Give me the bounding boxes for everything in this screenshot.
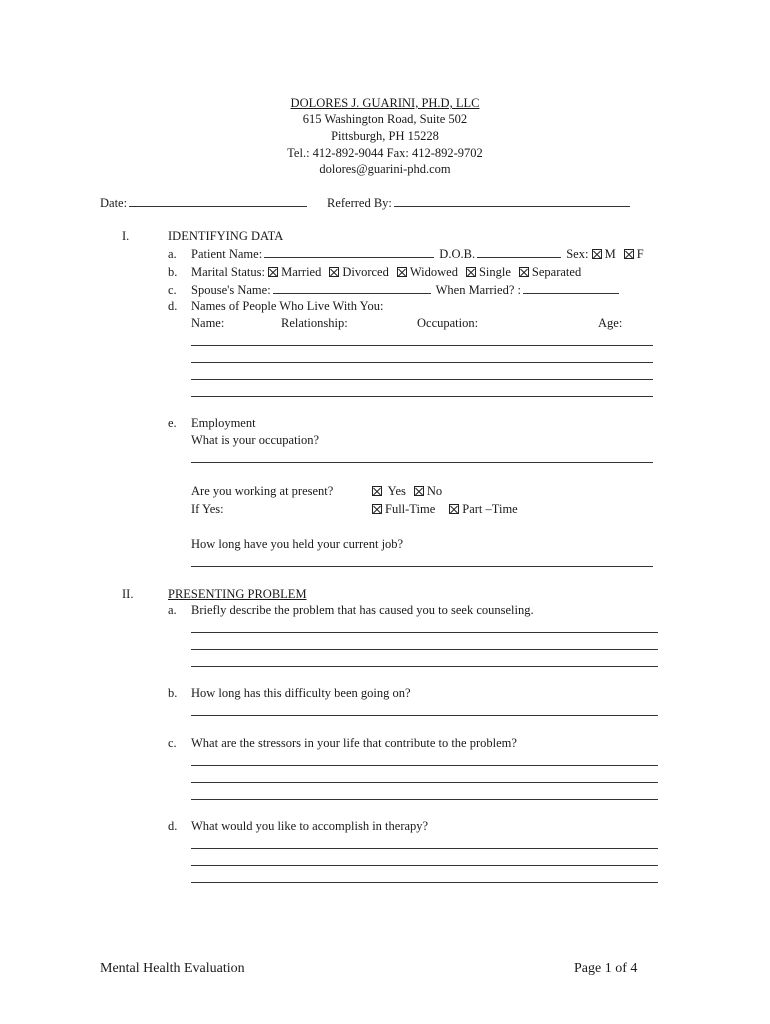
- job-duration-question: How long have you held your current job?: [191, 537, 404, 551]
- item-2b-letter: b.: [168, 686, 178, 700]
- item-1c-letter: c.: [168, 283, 177, 297]
- household-line-2[interactable]: [191, 362, 653, 363]
- therapy-goals-answer-line-1[interactable]: [191, 848, 658, 849]
- when-married-label: When Married? :: [435, 283, 521, 297]
- if-yes-label: If Yes:: [191, 502, 224, 516]
- difficulty-duration-answer-line[interactable]: [191, 715, 658, 716]
- sex-m-label: M: [604, 247, 616, 261]
- household-label: Names of People Who Live With You:: [191, 299, 384, 313]
- practice-address-line1: 615 Washington Road, Suite 502: [302, 112, 468, 126]
- spouse-name-input[interactable]: [273, 282, 431, 294]
- employment-label: Employment: [191, 416, 256, 430]
- sex-f-label: F: [636, 247, 644, 261]
- page-number: Page 1 of 4: [574, 961, 638, 976]
- dob-label: D.O.B.: [439, 247, 476, 261]
- separated-checkbox[interactable]: [519, 267, 529, 277]
- divorced-label: Divorced: [342, 265, 389, 279]
- working-yes-label: Yes: [387, 484, 406, 498]
- problem-answer-line-1[interactable]: [191, 632, 658, 633]
- practice-address-line2: Pittsburgh, PH 15228: [331, 129, 439, 143]
- item-1a-letter: a.: [168, 247, 177, 261]
- practice-name: DOLORES J. GUARINI, PH.D, LLC: [290, 96, 480, 110]
- working-yes-checkbox[interactable]: [372, 486, 382, 496]
- married-checkbox[interactable]: [268, 267, 278, 277]
- section-2-numeral: II.: [122, 587, 134, 601]
- problem-answer-line-2[interactable]: [191, 649, 658, 650]
- problem-question: Briefly describe the problem that has caused you to seek counseling.: [191, 603, 534, 617]
- spouse-name-label: Spouse's Name:: [191, 283, 271, 297]
- stressors-answer-line-1[interactable]: [191, 765, 658, 766]
- part-time-checkbox[interactable]: [449, 504, 459, 514]
- when-married-input[interactable]: [523, 282, 619, 294]
- dob-input[interactable]: [477, 246, 561, 258]
- referred-by-field[interactable]: [327, 195, 632, 211]
- sex-m-checkbox[interactable]: [592, 249, 602, 259]
- part-time-label: Part –Time: [462, 502, 518, 516]
- therapy-goals-question: What would you like to accomplish in therapy?: [191, 819, 429, 833]
- section-1-numeral: I.: [122, 229, 130, 243]
- patient-name-input[interactable]: [264, 246, 434, 258]
- spouse-row: [191, 282, 621, 298]
- therapy-goals-answer-line-2[interactable]: [191, 865, 658, 866]
- practice-email: dolores@guarini-phd.com: [319, 162, 451, 176]
- working-question: Are you working at present?: [191, 484, 334, 498]
- sex-label: Sex:: [566, 247, 589, 261]
- separated-label: Separated: [531, 265, 582, 279]
- stressors-answer-line-2[interactable]: [191, 782, 658, 783]
- stressors-answer-line-3[interactable]: [191, 799, 658, 800]
- therapy-goals-answer-line-3[interactable]: [191, 882, 658, 883]
- item-2c-letter: c.: [168, 736, 177, 750]
- household-line-4[interactable]: [191, 396, 653, 397]
- full-time-checkbox[interactable]: [372, 504, 382, 514]
- item-1e-letter: e.: [168, 416, 177, 430]
- marital-status-label: Marital Status:: [191, 265, 265, 279]
- difficulty-duration-question: How long has this difficulty been going on?: [191, 686, 411, 700]
- work-type-options: [372, 501, 518, 517]
- item-1d-letter: d.: [168, 299, 178, 313]
- household-line-1[interactable]: [191, 345, 653, 346]
- married-label: Married: [281, 265, 322, 279]
- item-2a-letter: a.: [168, 603, 177, 617]
- household-col-age: Age:: [598, 316, 623, 330]
- patient-name-label: Patient Name:: [191, 247, 263, 261]
- referred-by-label: Referred By:: [327, 196, 392, 210]
- working-options: [372, 483, 442, 499]
- widowed-label: Widowed: [409, 265, 458, 279]
- household-line-3[interactable]: [191, 379, 653, 380]
- single-label: Single: [478, 265, 511, 279]
- occupation-answer-line[interactable]: [191, 462, 653, 463]
- stressors-question: What are the stressors in your life that contribute to the problem?: [191, 736, 517, 750]
- household-col-occupation: Occupation:: [417, 316, 479, 330]
- practice-phone-fax: Tel.: 412-892-9044 Fax: 412-892-9702: [287, 146, 483, 160]
- item-2d-letter: d.: [168, 819, 178, 833]
- date-label: Date:: [100, 196, 128, 210]
- problem-answer-line-3[interactable]: [191, 666, 658, 667]
- footer-title: Mental Health Evaluation: [100, 961, 245, 976]
- household-col-relationship: Relationship:: [281, 316, 348, 330]
- job-duration-answer-line[interactable]: [191, 566, 653, 567]
- divorced-checkbox[interactable]: [329, 267, 339, 277]
- marital-status-row: [191, 264, 581, 280]
- single-checkbox[interactable]: [466, 267, 476, 277]
- household-col-name: Name:: [191, 316, 225, 330]
- section-1-title: IDENTIFYING DATA: [168, 229, 284, 243]
- item-1b-letter: b.: [168, 265, 178, 279]
- sex-f-checkbox[interactable]: [624, 249, 634, 259]
- occupation-question: What is your occupation?: [191, 433, 320, 447]
- widowed-checkbox[interactable]: [397, 267, 407, 277]
- working-no-label: No: [426, 484, 443, 498]
- date-field[interactable]: [100, 195, 309, 211]
- patient-row: [191, 246, 644, 262]
- section-2-title: PRESENTING PROBLEM: [168, 587, 307, 601]
- full-time-label: Full-Time: [385, 502, 436, 516]
- working-no-checkbox[interactable]: [414, 486, 424, 496]
